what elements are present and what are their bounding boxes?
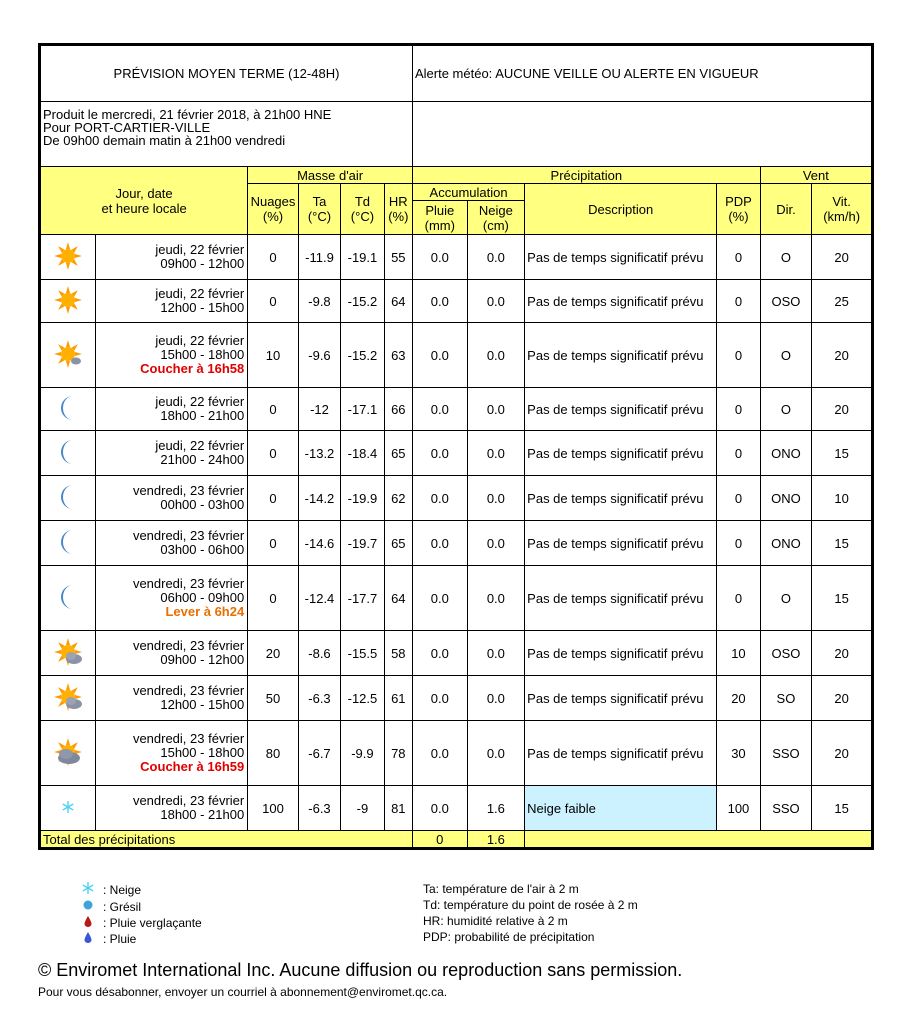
ta-value: -14.2 [298, 476, 340, 521]
day-time-cell [95, 521, 248, 566]
day-label: jeudi, 22 février [155, 242, 245, 257]
legend-item [79, 915, 202, 931]
wind-dir-value: ONO [760, 521, 812, 566]
wind-speed-value: 10 [812, 476, 873, 521]
day-time-cell [95, 323, 248, 388]
group-header-air-mass: Masse d'air [248, 167, 413, 184]
hr-value: 81 [384, 786, 412, 831]
day-label: jeudi, 22 février [155, 438, 245, 453]
col-header-snow: Neige (cm) [467, 201, 525, 235]
wind-dir-value: OSO [760, 631, 812, 676]
empty-info-cell [412, 102, 872, 167]
wind-dir-value: OSO [760, 280, 812, 323]
clouds-value: 0 [248, 566, 299, 631]
clouds-value: 20 [248, 631, 299, 676]
day-time-cell [95, 566, 248, 631]
snow-value: 0.0 [467, 280, 525, 323]
description-value: Pas de temps significatif prévu [525, 631, 717, 676]
legend-item [79, 899, 202, 915]
location: Pour PORT-CARTIER-VILLE [43, 120, 211, 135]
day-time-cell [95, 235, 248, 280]
forecast-row [40, 323, 873, 388]
wind-speed-value: 20 [812, 323, 873, 388]
clouds-value: 0 [248, 235, 299, 280]
wind-speed-value: 15 [812, 566, 873, 631]
rain-value: 0.0 [412, 476, 467, 521]
td-value: -18.4 [341, 431, 384, 476]
description-value: Pas de temps significatif prévu [525, 235, 717, 280]
day-label: vendredi, 23 février [132, 638, 245, 653]
wind-speed-value: 20 [812, 631, 873, 676]
description-value: Pas de temps significatif prévu [525, 388, 717, 431]
legend [79, 881, 202, 947]
day-time-cell [95, 476, 248, 521]
day-label: vendredi, 23 février [132, 683, 245, 698]
col-header-pdp: PDP (%) [717, 184, 760, 235]
forecast-row [40, 388, 873, 431]
time-range: 15h00 - 18h00 [160, 347, 245, 362]
moon-icon [41, 527, 95, 560]
wind-speed-value: 20 [812, 676, 873, 721]
moon-icon [41, 582, 95, 615]
day-label: vendredi, 23 février [132, 793, 245, 808]
wind-dir-value: O [760, 323, 812, 388]
weather-alert: Alerte météo: AUCUNE VEILLE OU ALERTE EN VIGUEUR [412, 45, 872, 102]
definition-item: HR: humidité relative à 2 m [423, 914, 568, 928]
description-value: Neige faible [525, 786, 717, 831]
td-value: -9.9 [341, 721, 384, 786]
ta-value: -14.6 [298, 521, 340, 566]
rain-value: 0.0 [412, 521, 467, 566]
day-time-cell [95, 431, 248, 476]
weather-icon-cell [40, 676, 96, 721]
ta-value: -6.3 [298, 676, 340, 721]
forecast-row [40, 431, 873, 476]
col-header-speed: Vit. (km/h) [812, 184, 873, 235]
snow-value: 0.0 [467, 631, 525, 676]
time-range: 18h00 - 21h00 [160, 408, 245, 423]
col-header-rain: Pluie (mm) [412, 201, 467, 235]
snow-value: 0.0 [467, 721, 525, 786]
rain-value: 0.0 [412, 235, 467, 280]
weather-icon-cell [40, 323, 96, 388]
weather-icon-cell [40, 476, 96, 521]
day-label: jeudi, 22 février [155, 286, 245, 301]
hr-value: 64 [384, 566, 412, 631]
weather-icon-cell [40, 786, 96, 831]
hr-value: 62 [384, 476, 412, 521]
totals-filler [525, 831, 873, 849]
day-time-cell [95, 280, 248, 323]
description-value: Pas de temps significatif prévu [525, 280, 717, 323]
forecast-row [40, 676, 873, 721]
snow-value: 0.0 [467, 566, 525, 631]
description-value: Pas de temps significatif prévu [525, 431, 717, 476]
forecast-row [40, 280, 873, 323]
wind-dir-value: O [760, 235, 812, 280]
clouds-value: 50 [248, 676, 299, 721]
hr-value: 65 [384, 431, 412, 476]
col-header-day: Jour, date et heure locale [40, 167, 248, 235]
legend-item [79, 881, 202, 899]
wind-dir-value: SSO [760, 721, 812, 786]
weather-icon-cell [40, 566, 96, 631]
td-value: -19.9 [341, 476, 384, 521]
rain-value: 0.0 [412, 786, 467, 831]
time-range: 12h00 - 15h00 [160, 697, 245, 712]
hr-value: 64 [384, 280, 412, 323]
day-label: vendredi, 23 février [132, 576, 245, 591]
sun-cloud-icon [41, 637, 95, 670]
clouds-value: 0 [248, 521, 299, 566]
wind-dir-value: ONO [760, 476, 812, 521]
clouds-value: 0 [248, 431, 299, 476]
weather-icon-cell [40, 280, 96, 323]
wind-speed-value: 20 [812, 721, 873, 786]
group-header-precipitation: Précipitation [412, 167, 760, 184]
legend-label: : Grésil [103, 900, 142, 914]
col-header-hr: HR (%) [384, 184, 412, 235]
description-value: Pas de temps significatif prévu [525, 476, 717, 521]
ta-value: -12 [298, 388, 340, 431]
hr-value: 61 [384, 676, 412, 721]
col-header-description: Description [525, 184, 717, 235]
ta-value: -8.6 [298, 631, 340, 676]
sun-event: Coucher à 16h58 [140, 361, 245, 376]
time-range: 06h00 - 09h00 [160, 590, 245, 605]
time-range: 12h00 - 15h00 [160, 300, 245, 315]
forecast-row [40, 631, 873, 676]
forecast-row [40, 786, 873, 831]
wind-dir-value: ONO [760, 431, 812, 476]
definition-item: PDP: probabilité de précipitation [423, 930, 595, 944]
ta-value: -11.9 [298, 235, 340, 280]
totals-label: Total des précipitations [40, 831, 413, 849]
wind-dir-value: O [760, 388, 812, 431]
pdp-value: 0 [717, 521, 760, 566]
td-value: -15.2 [341, 323, 384, 388]
clouds-value: 0 [248, 388, 299, 431]
moon-icon [41, 393, 95, 426]
clouds-value: 100 [248, 786, 299, 831]
col-header-clouds: Nuages (%) [248, 184, 299, 235]
forecast-table [38, 43, 874, 850]
time-range: 15h00 - 18h00 [160, 745, 245, 760]
pdp-value: 10 [717, 631, 760, 676]
day-time-cell [95, 631, 248, 676]
copyright: © Enviromet International Inc. Aucune diffusion ou reproduction sans permission. [38, 960, 683, 980]
hr-value: 65 [384, 521, 412, 566]
hr-value: 58 [384, 631, 412, 676]
snow-value: 0.0 [467, 388, 525, 431]
pdp-value: 0 [717, 431, 760, 476]
weather-icon-cell [40, 235, 96, 280]
weather-icon-cell [40, 388, 96, 431]
definitions [423, 881, 638, 945]
ta-value: -9.8 [298, 280, 340, 323]
rain-value: 0.0 [412, 721, 467, 786]
description-value: Pas de temps significatif prévu [525, 721, 717, 786]
time-range: 18h00 - 21h00 [160, 807, 245, 822]
group-header-wind: Vent [760, 167, 872, 184]
td-value: -12.5 [341, 676, 384, 721]
legend-label: : Pluie verglaçante [103, 916, 202, 930]
description-value: Pas de temps significatif prévu [525, 521, 717, 566]
forecast-row [40, 476, 873, 521]
wind-speed-value: 15 [812, 786, 873, 831]
wind-dir-value: O [760, 566, 812, 631]
td-value: -15.5 [341, 631, 384, 676]
hr-value: 63 [384, 323, 412, 388]
legend-item [79, 931, 202, 947]
clouds-value: 0 [248, 280, 299, 323]
weather-icon-cell [40, 521, 96, 566]
pdp-value: 100 [717, 786, 760, 831]
pdp-value: 0 [717, 388, 760, 431]
hr-value: 78 [384, 721, 412, 786]
td-value: -15.2 [341, 280, 384, 323]
snow-value: 0.0 [467, 476, 525, 521]
snow-value: 0.0 [467, 323, 525, 388]
rain-value: 0.0 [412, 566, 467, 631]
sun-event: Lever à 6h24 [165, 604, 245, 619]
group-header-accumulation: Accumulation [412, 184, 524, 201]
wind-speed-value: 15 [812, 521, 873, 566]
snow-value: 1.6 [467, 786, 525, 831]
ice-pellet-icon [79, 899, 97, 915]
total-rain: 0 [412, 831, 467, 849]
td-value: -17.1 [341, 388, 384, 431]
cloud-sun-icon [41, 737, 95, 770]
day-time-cell [95, 721, 248, 786]
td-value: -19.7 [341, 521, 384, 566]
td-value: -19.1 [341, 235, 384, 280]
rain-value: 0.0 [412, 323, 467, 388]
clouds-value: 0 [248, 476, 299, 521]
wind-dir-value: SO [760, 676, 812, 721]
time-range: 09h00 - 12h00 [160, 652, 245, 667]
rain-value: 0.0 [412, 631, 467, 676]
forecast-row [40, 521, 873, 566]
day-label: vendredi, 23 février [132, 528, 245, 543]
clouds-value: 10 [248, 323, 299, 388]
pdp-value: 30 [717, 721, 760, 786]
time-range: 21h00 - 24h00 [160, 452, 245, 467]
hr-value: 66 [384, 388, 412, 431]
wind-speed-value: 20 [812, 388, 873, 431]
wind-dir-value: SSO [760, 786, 812, 831]
snowflake-icon [41, 800, 95, 817]
col-header-td: Td (°C) [341, 184, 384, 235]
definition-item: Td: température du point de rosée à 2 m [423, 898, 638, 912]
snowflake-icon [79, 881, 97, 899]
description-value: Pas de temps significatif prévu [525, 566, 717, 631]
ta-value: -9.6 [298, 323, 340, 388]
rain-value: 0.0 [412, 280, 467, 323]
day-time-cell [95, 388, 248, 431]
definition-item: Ta: température de l'air à 2 m [423, 882, 579, 896]
td-value: -9 [341, 786, 384, 831]
snow-value: 0.0 [467, 431, 525, 476]
description-value: Pas de temps significatif prévu [525, 676, 717, 721]
ta-value: -12.4 [298, 566, 340, 631]
sun-icon [41, 241, 95, 274]
col-header-ta: Ta (°C) [298, 184, 340, 235]
weather-icon-cell [40, 721, 96, 786]
day-label: vendredi, 23 février [132, 483, 245, 498]
forecast-period: De 09h00 demain matin à 21h00 vendredi [43, 133, 286, 148]
day-label: jeudi, 22 février [155, 333, 245, 348]
day-label: jeudi, 22 février [155, 394, 245, 409]
snow-value: 0.0 [467, 235, 525, 280]
sun-small-cloud-icon [41, 339, 95, 372]
total-snow: 1.6 [467, 831, 525, 849]
legend-label: : Pluie [103, 932, 137, 946]
day-time-cell [95, 786, 248, 831]
rain-drop-icon [79, 931, 97, 947]
ta-value: -6.3 [298, 786, 340, 831]
wind-speed-value: 25 [812, 280, 873, 323]
wind-speed-value: 15 [812, 431, 873, 476]
page-title: PRÉVISION MOYEN TERME (12-48H) [40, 45, 413, 102]
pdp-value: 0 [717, 235, 760, 280]
pdp-value: 0 [717, 566, 760, 631]
moon-icon [41, 437, 95, 470]
sun-event: Coucher à 16h59 [140, 759, 245, 774]
hr-value: 55 [384, 235, 412, 280]
forecast-row [40, 235, 873, 280]
forecast-row [40, 566, 873, 631]
weather-icon-cell [40, 431, 96, 476]
rain-value: 0.0 [412, 431, 467, 476]
time-range: 03h00 - 06h00 [160, 542, 245, 557]
rain-value: 0.0 [412, 388, 467, 431]
col-header-dir: Dir. [760, 184, 812, 235]
totals-row [40, 831, 873, 849]
description-value: Pas de temps significatif prévu [525, 323, 717, 388]
sun-icon [41, 285, 95, 318]
wind-speed-value: 20 [812, 235, 873, 280]
pdp-value: 0 [717, 323, 760, 388]
legend-label: : Neige [103, 883, 142, 897]
pdp-value: 0 [717, 476, 760, 521]
ta-value: -13.2 [298, 431, 340, 476]
rain-value: 0.0 [412, 676, 467, 721]
produced-date: Produit le mercredi, 21 février 2018, à 21h00 HNE [43, 107, 332, 122]
pdp-value: 20 [717, 676, 760, 721]
forecast-info [40, 102, 413, 167]
unsubscribe-note: Pour vous désabonner, envoyer un courriel à abonnement@enviromet.qc.ca. [38, 985, 448, 999]
weather-icon-cell [40, 631, 96, 676]
td-value: -17.7 [341, 566, 384, 631]
pdp-value: 0 [717, 280, 760, 323]
day-label: vendredi, 23 février [132, 731, 245, 746]
snow-value: 0.0 [467, 521, 525, 566]
forecast-row [40, 721, 873, 786]
sun-cloud-icon [41, 682, 95, 715]
freezing-rain-icon [79, 915, 97, 931]
ta-value: -6.7 [298, 721, 340, 786]
time-range: 00h00 - 03h00 [160, 497, 245, 512]
snow-value: 0.0 [467, 676, 525, 721]
time-range: 09h00 - 12h00 [160, 256, 245, 271]
forecast-sheet [38, 43, 874, 850]
clouds-value: 80 [248, 721, 299, 786]
day-time-cell [95, 676, 248, 721]
moon-icon [41, 482, 95, 515]
